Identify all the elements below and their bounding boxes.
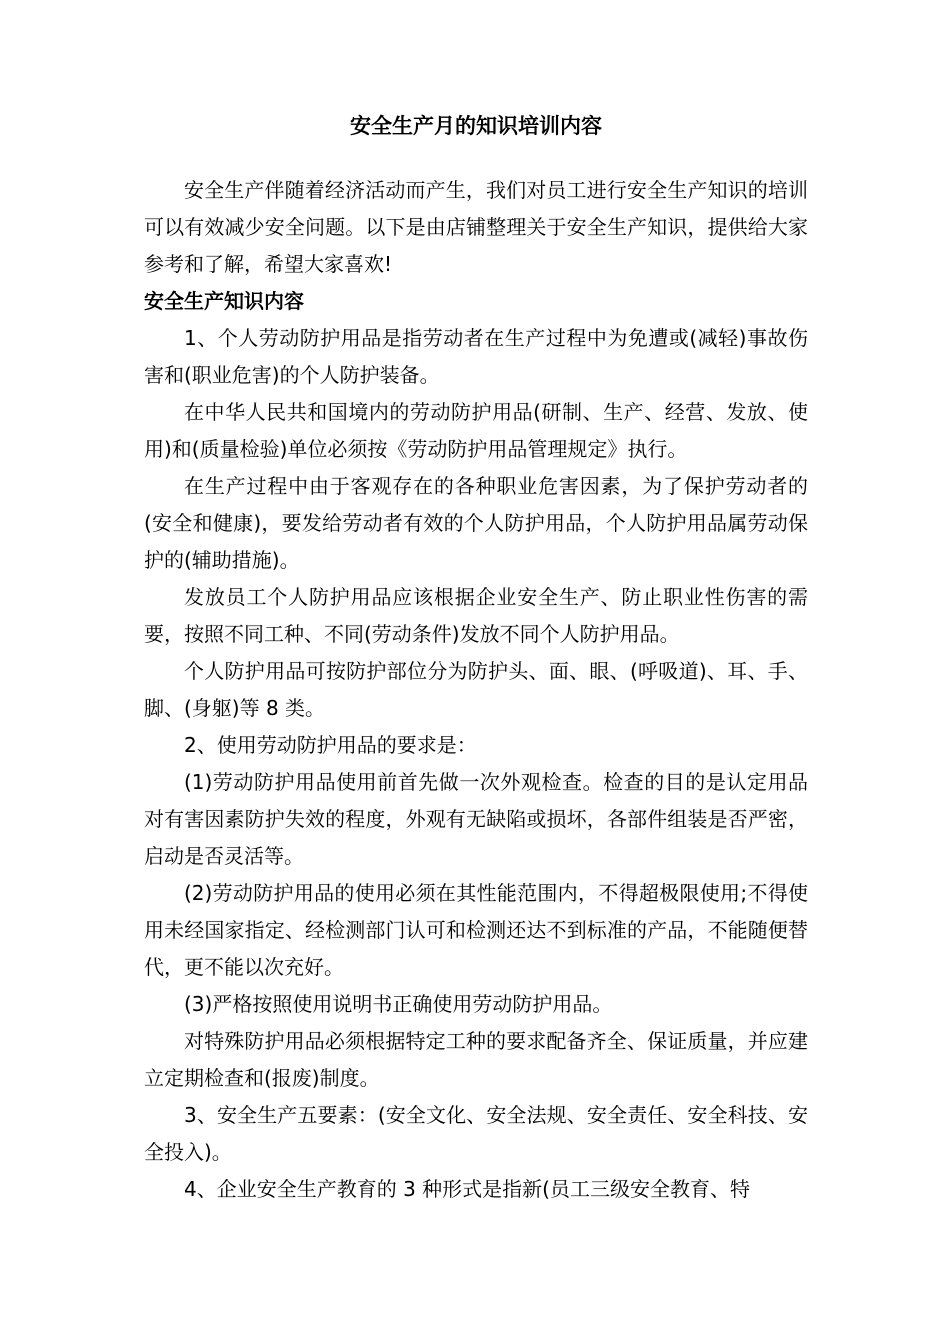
paragraph-3: 在生产过程中由于客观存在的各种职业危害因素，为了保护劳动者的(安全和健康)，要发给劳动者有效的个人防护用品，个人防护用品属劳动保护的(辅助措施)。 (144, 474, 808, 572)
section-heading: 安全生产知识内容 (144, 289, 304, 313)
paragraph-8: (2)劳动防护用品的使用必须在其性能范围内，不得超极限使用;不得使用未经国家指定、经检测部门认可和检测还达不到标准的产品，不能随便替代，更不能以次充好。 (144, 881, 808, 979)
paragraph-7: (1)劳动防护用品使用前首先做一次外观检查。检查的目的是认定用品对有害因素防护失效的程度，外观有无缺陷或损坏，各部件组装是否严密，启动是否灵活等。 (144, 770, 808, 868)
paragraph-12: 4、企业安全生产教育的 3 种形式是指新(员工三级安全教育、特 (184, 1177, 750, 1201)
paragraph-11: 3、安全生产五要素：(安全文化、安全法规、安全责任、安全科技、安全投入)。 (144, 1103, 808, 1164)
paragraph-1: 1、个人劳动防护用品是指劳动者在生产过程中为免遭或(减轻)事故伤害和(职业危害)的个人防护装备。 (144, 326, 808, 387)
paragraph-5: 个人防护用品可按防护部位分为防护头、面、眼、(呼吸道)、耳、手、脚、(身躯)等 8 类。 (144, 659, 808, 720)
paragraph-10: 对特殊防护用品必须根据特定工种的要求配备齐全、保证质量，并应建立定期检查和(报废)制度。 (144, 1029, 808, 1090)
paragraph-4: 发放员工个人防护用品应该根据企业安全生产、防止职业性伤害的需要，按照不同工种、不同(劳动条件)发放不同个人防护用品。 (144, 585, 808, 646)
document-page (144, 108, 808, 1208)
paragraph-2: 在中华人民共和国境内的劳动防护用品(研制、生产、经营、发放、使用)和(质量检验)单位必须按《劳动防护用品管理规定》执行。 (144, 400, 808, 461)
paragraph-9: (3)严格按照使用说明书正确使用劳动防护用品。 (184, 992, 613, 1016)
document-title: 安全生产月的知识培训内容 (350, 114, 602, 138)
intro-paragraph: 安全生产伴随着经济活动而产生，我们对员工进行安全生产知识的培训可以有效减少安全问题。以下是由店铺整理关于安全生产知识，提供给大家参考和了解，希望大家喜欢! (144, 178, 808, 276)
paragraph-6: 2、使用劳动防护用品的要求是： (184, 733, 477, 757)
